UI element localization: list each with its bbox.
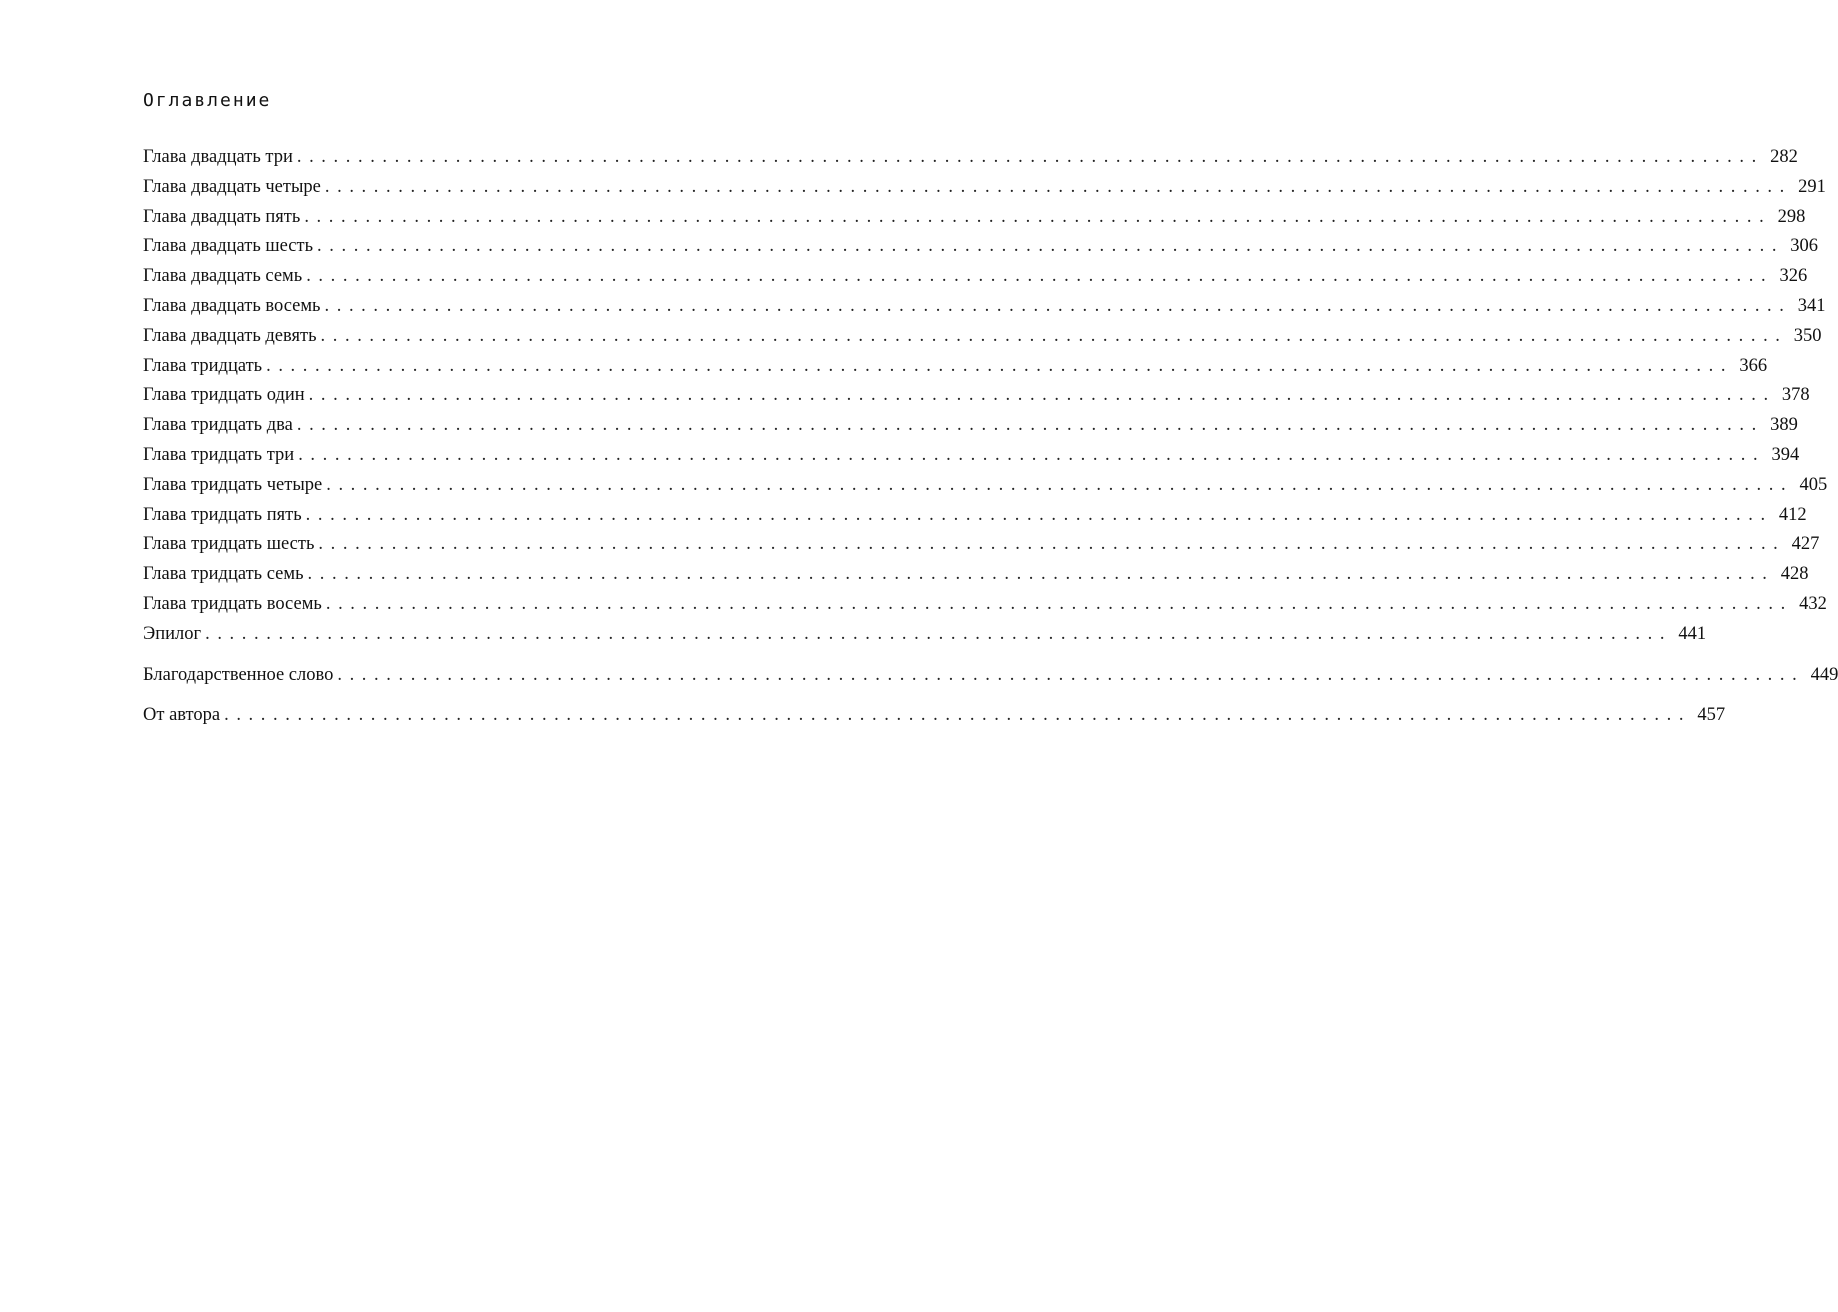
toc-entry[interactable] [143,471,1828,501]
toc-entry-label: Глава тридцать четыре [143,474,323,495]
toc-entry-page: 394 [1771,444,1800,465]
toc-entry[interactable] [143,501,1807,531]
toc-entry-page: 432 [1799,593,1827,614]
dot-leader: ........................................................................................................................ [308,385,1776,406]
toc-entry-page: 378 [1781,385,1810,406]
dot-leader: ........................................................................................................................ [304,206,1772,227]
toc-entry-label: Глава тридцать семь [143,564,304,585]
toc-entry-label: Глава тридцать два [143,415,293,436]
toc-entry-label: Глава двадцать шесть [143,236,314,257]
toc-entry-page: 298 [1777,206,1806,227]
toc-entry-label: Благодарственное слово [143,664,334,685]
dot-leader: ........................................................................................................................ [224,705,1692,726]
dot-leader: ........................................................................................................................ [296,147,1764,167]
toc-entry-page: 341 [1797,295,1826,316]
toc-entry-label: Глава двадцать восемь [143,295,321,316]
dot-leader: ........................................................................................................................ [320,325,1788,346]
toc-entry[interactable] [143,262,1808,292]
toc-entry-label: Глава тридцать шесть [143,534,315,555]
toc-entry-label: Глава тридцать пять [143,504,302,525]
toc-entry-label: Глава тридцать один [143,385,305,406]
toc-entry-page: 366 [1739,355,1768,376]
dot-leader: ........................................................................................................................ [307,564,1775,585]
toc-entry-label: Глава тридцать три [143,444,295,465]
toc-entry[interactable] [143,381,1810,411]
dot-leader: ........................................................................................................................ [324,176,1792,197]
toc-entry-label: Глава двадцать семь [143,266,303,287]
dot-leader: ........................................................................................................................ [266,355,1734,376]
toc-entry-page: 449 [1810,664,1838,685]
toc-entry-page: 427 [1791,534,1820,555]
toc-entry-page: 441 [1678,623,1707,644]
toc-entry-label: От автора [143,705,221,726]
toc-entry-page: 457 [1697,705,1726,726]
toc-entry-page: 389 [1770,415,1798,436]
toc-entry-page: 350 [1793,325,1822,346]
toc-entry-label: Глава двадцать девять [143,325,317,346]
table-of-contents [143,143,1838,731]
toc-entry-page: 282 [1770,147,1798,167]
toc-entry[interactable] [143,203,1806,233]
toc-entry[interactable] [143,590,1827,620]
toc-entry-page: 291 [1798,176,1826,197]
toc-entry-page: 306 [1790,236,1819,257]
toc-entry[interactable] [143,701,1726,731]
dot-leader: ........................................................................................................................ [318,534,1786,555]
dot-leader: ........................................................................................................................ [337,664,1805,685]
toc-entry-label: Глава двадцать пять [143,206,301,227]
toc-entry[interactable] [143,352,1768,382]
dot-leader: ........................................................................................................................ [324,295,1792,316]
toc-entry[interactable] [143,292,1826,322]
dot-leader: ........................................................................................................................ [326,474,1794,495]
toc-entry[interactable] [143,143,1798,173]
toc-entry[interactable] [143,560,1809,590]
toc-title: Оглавление [143,90,272,111]
toc-entry[interactable] [143,173,1826,203]
toc-entry[interactable] [143,441,1800,471]
dot-leader: ........................................................................................................................ [306,266,1774,287]
dot-leader: ........................................................................................................................ [205,623,1673,644]
toc-entry-page: 428 [1780,564,1809,585]
toc-entry[interactable] [143,411,1798,441]
dot-leader: ........................................................................................................................ [296,415,1764,436]
toc-entry[interactable] [143,322,1822,352]
toc-entry-page: 326 [1779,266,1808,287]
toc-entry-page: 412 [1778,504,1807,525]
dot-leader: ........................................................................................................................ [317,236,1785,257]
toc-entry[interactable] [143,232,1819,262]
toc-entry[interactable] [143,661,1838,691]
toc-entry-label: Глава тридцать [143,355,263,376]
dot-leader: ........................................................................................................................ [325,593,1793,614]
toc-entry[interactable] [143,530,1820,560]
dot-leader: ........................................................................................................................ [305,504,1773,525]
toc-entry-label: Глава двадцать четыре [143,176,321,197]
toc-entry-page: 405 [1799,474,1828,495]
toc-entry-label: Эпилог [143,623,202,644]
toc-entry-label: Глава тридцать восемь [143,593,322,614]
dot-leader: ........................................................................................................................ [298,444,1766,465]
toc-entry-label: Глава двадцать три [143,147,293,167]
toc-entry[interactable] [143,620,1707,650]
